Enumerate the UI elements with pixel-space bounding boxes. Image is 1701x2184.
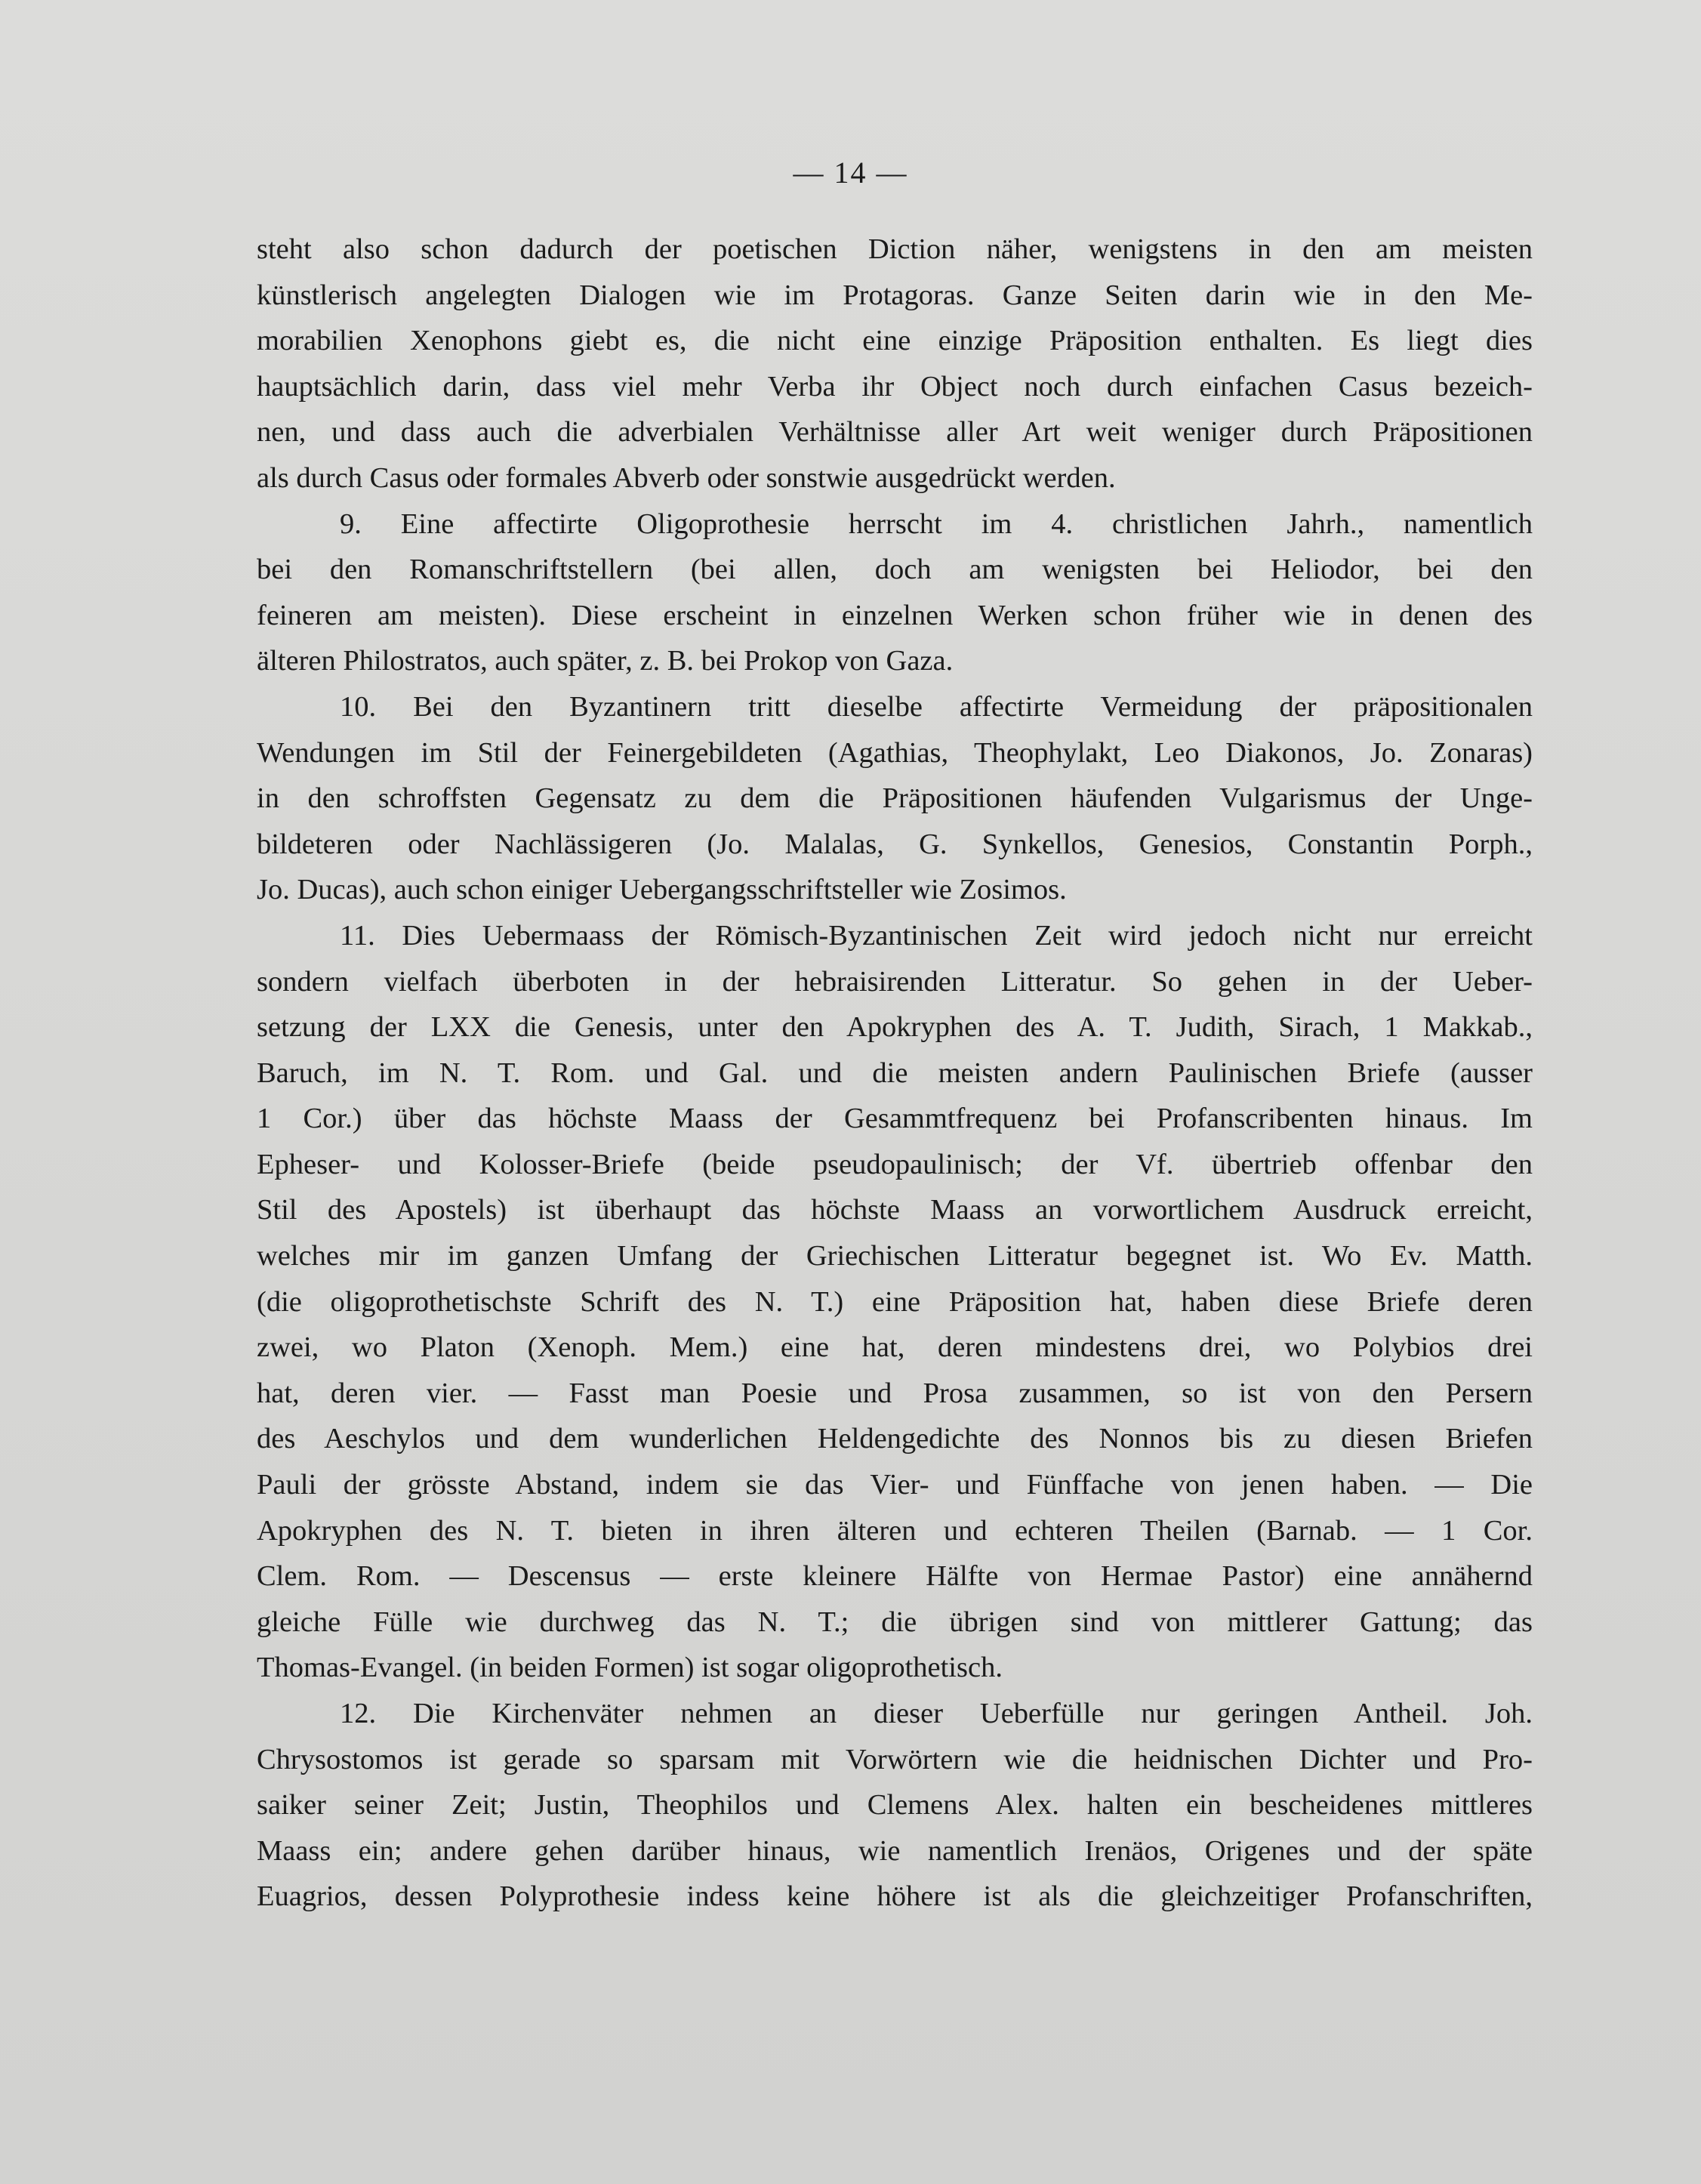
text-line: saiker seiner Zeit; Justin, Theophilos und Clemens Alex. halten ein bescheidenes mittleres — [257, 1789, 1533, 1822]
page-number: — 14 — — [793, 156, 908, 190]
paragraph-12 — [257, 1691, 1533, 1920]
text-line: welches mir im ganzen Umfang der Griechischen Litteratur begegnet ist. Wo Ev. Matth. — [257, 1240, 1533, 1272]
text-line: Baruch, im N. T. Rom. und Gal. und die meisten andern Paulinischen Briefe (ausser — [257, 1057, 1533, 1089]
text-line: Apokryphen des N. T. bieten in ihren älteren und echteren Theilen (Barnab. — 1 Cor. — [257, 1514, 1533, 1547]
text-line: feineren am meisten). Diese erscheint in einzelnen Werken schon früher wie in denen des — [257, 599, 1533, 631]
text-line: 9. Eine affectirte Oligoprothesie herrscht im 4. christlichen Jahrh., namentlich — [340, 507, 1533, 540]
text-line: steht also schon dadurch der poetischen Diction näher, wenigstens in den am meisten — [257, 233, 1533, 265]
text-line: nen, und dass auch die adverbialen Verhältnisse aller Art weit weniger durch Präpositionen — [257, 416, 1533, 449]
paragraph-9 — [257, 501, 1533, 684]
text-line: bildeteren oder Nachlässigeren (Jo. Malalas, G. Synkellos, Genesios, Constantin Porph., — [257, 828, 1533, 860]
text-line: 10. Bei den Byzantinern tritt dieselbe affectirte Vermeidung der präpositionalen — [340, 690, 1533, 723]
text-line: zwei, wo Platon (Xenoph. Mem.) eine hat, deren mindestens drei, wo Polybios drei — [257, 1331, 1533, 1364]
text-line: hauptsächlich darin, dass viel mehr Verba ihr Object noch durch einfachen Casus bezeich- — [257, 370, 1533, 403]
text-line: künstlerisch angelegten Dialogen wie im Protagoras. Ganze Seiten darin wie in den Me- — [257, 279, 1533, 311]
paragraph-intro — [257, 227, 1533, 501]
text-line: Euagrios, dessen Polyprothesie indess keine höhere ist als die gleichzeitiger Profanschriften, — [257, 1880, 1533, 1913]
paragraph-11 — [257, 913, 1533, 1691]
text-line: Thomas-Evangel. (in beiden Formen) ist sogar oligoprothetisch. — [257, 1652, 1003, 1684]
text-line: 12. Die Kirchenväter nehmen an dieser Ueberfülle nur geringen Antheil. Joh. — [340, 1698, 1533, 1729]
text-line: 11. Dies Uebermaass der Römisch-Byzantinischen Zeit wird jedoch nicht nur erreicht — [340, 919, 1533, 952]
text-line: älteren Philostratos, auch später, z. B. bei Prokop von Gaza. — [257, 645, 954, 677]
text-line: Wendungen im Stil der Feinergebildeten (Agathias, Theophylakt, Leo Diakonos, Jo. Zonaras) — [257, 736, 1533, 769]
text-line: in den schroffsten Gegensatz zu dem die Präpositionen häufenden Vulgarismus der Unge- — [257, 782, 1533, 815]
text-line: Maass ein; andere gehen darüber hinaus, wie namentlich Irenäos, Origenes und der späte — [257, 1834, 1533, 1867]
text-line: 1 Cor.) über das höchste Maass der Gesammtfrequenz bei Profanscribenten hinaus. Im — [257, 1103, 1533, 1135]
text-line: Stil des Apostels) ist überhaupt das höchste Maass an vorwortlichem Ausdruck erreicht, — [257, 1194, 1533, 1226]
text-line: Clem. Rom. — Descensus — erste kleinere Hälfte von Hermae Pastor) eine annähernd — [257, 1560, 1533, 1593]
text-line: sondern vielfach überboten in der hebraisirenden Litteratur. So gehen in der Ueber- — [257, 965, 1533, 998]
text-line: Pauli der grösste Abstand, indem sie das Vier- und Fünffache von jenen haben. — Die — [257, 1469, 1533, 1501]
text-line: Epheser- und Kolosser-Briefe (beide pseudopaulinisch; der Vf. übertrieb offenbar den — [257, 1148, 1533, 1180]
text-line: bei den Romanschriftstellern (bei allen, doch am wenigsten bei Heliodor, bei den — [257, 554, 1533, 586]
paragraph-10 — [257, 684, 1533, 913]
text-line: als durch Casus oder formales Abverb oder sonstwie ausgedrückt werden. — [257, 461, 1116, 494]
text-line: Jo. Ducas), auch schon einiger Uebergangsschriftsteller wie Zosimos. — [257, 874, 1067, 906]
body-text — [257, 227, 1533, 1920]
text-line: morabilien Xenophons giebt es, die nicht eine einzige Präposition enthalten. Es liegt dies — [257, 325, 1533, 357]
text-line: gleiche Fülle wie durchweg das N. T.; die übrigen sind von mittlerer Gattung; das — [257, 1606, 1533, 1638]
text-line: hat, deren vier. — Fasst man Poesie und Prosa zusammen, so ist von den Persern — [257, 1377, 1533, 1409]
text-line: des Aeschylos und dem wunderlichen Heldengedichte des Nonnos bis zu diesen Briefen — [257, 1423, 1533, 1455]
text-line: setzung der LXX die Genesis, unter den Apokryphen des A. T. Judith, Sirach, 1 Makkab., — [257, 1011, 1533, 1044]
text-line: (die oligoprothetischste Schrift des N. T.) eine Präposition hat, haben diese Briefe deren — [257, 1285, 1533, 1318]
text-line: Chrysostomos ist gerade so sparsam mit Vorwörtern wie die heidnischen Dichter und Pro- — [257, 1743, 1533, 1775]
